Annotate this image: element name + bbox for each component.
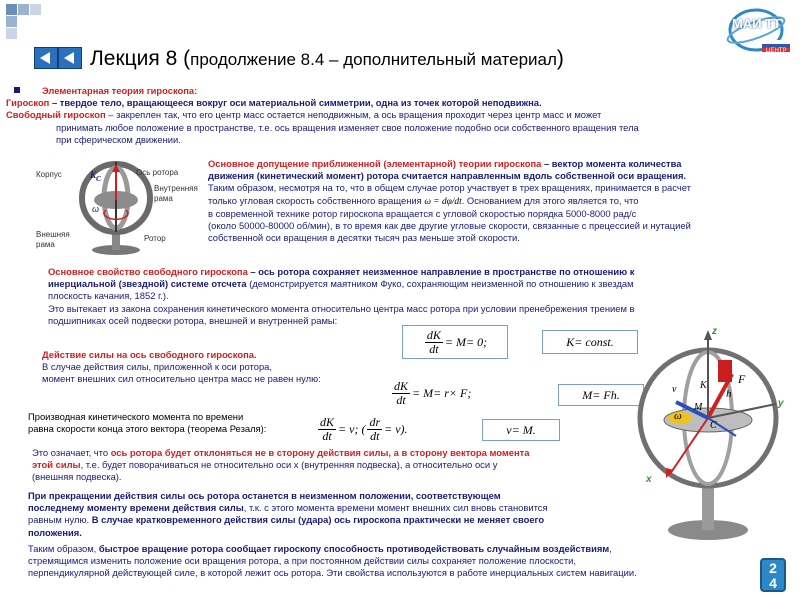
stop-l3b: В случае кратковременного действия силы (удара) ось гироскопа практически не меняет своего bbox=[91, 514, 545, 526]
label-korpus: Корпус bbox=[36, 170, 62, 179]
property-bold2: инерциальной (звездной) системе отсчета bbox=[48, 278, 247, 290]
assumption-red: Основное допущение приближенной (элементарной) теории гироскопа bbox=[208, 158, 542, 169]
def1-term: Гироскоп bbox=[6, 97, 50, 109]
property-bold1: ось ротора сохраняет неизменное направление в пространстве по отношению к bbox=[258, 266, 635, 277]
kc-label: K bbox=[700, 380, 707, 391]
assumption-dash: – bbox=[541, 158, 552, 169]
f3-mid: = r bbox=[433, 385, 449, 400]
label-rotor: Ротор bbox=[144, 234, 166, 243]
label-outer-1: Внешняя bbox=[36, 230, 70, 239]
f4-den: dt bbox=[322, 428, 332, 443]
conclusion-l1b: быстрое вращение ротора сообщает гироскопу способность противодействовать случайным воздействиям bbox=[98, 543, 610, 554]
property-dash: – bbox=[247, 266, 259, 277]
label-axis: Ось ротора bbox=[136, 168, 179, 177]
assumption-p2a: только угловая скорость собственного вращения bbox=[208, 194, 425, 206]
axis-x-label: x bbox=[646, 474, 652, 485]
title-end: ) bbox=[556, 47, 564, 70]
intro-heading-line bbox=[6, 85, 796, 97]
title-sub: продолжение 8.4 – дополнительный материал bbox=[190, 50, 557, 69]
assumption-p5: собственной оси вращения в десятки тысяч раз меньше этой скорости. bbox=[208, 232, 520, 244]
label-outer-2: рама bbox=[36, 240, 55, 249]
assumption-p2b: . Основанием для этого является то, что bbox=[461, 194, 639, 206]
logo-text: МАИ ТТ bbox=[732, 16, 782, 31]
def1-text: – твердое тело, вращающееся вокруг оси материальной симметрии, одна из точек которой неподвижна. bbox=[49, 97, 542, 109]
f1-rhs: = M bbox=[444, 334, 466, 349]
formula-conservation bbox=[402, 325, 508, 359]
def2-cont1: принимать любое положение в пространстве, т.е. ось вращения изменяет свое положение подобно оси собственного вращения тела bbox=[56, 121, 639, 133]
assumption-p4: (около 50000-80000 об/мин), в то время как две другие угловые скорости, связанные с прецессией и нутацией bbox=[208, 220, 691, 232]
force-l2: момент внешних сил относительно центра масс не равен нулю: bbox=[42, 373, 321, 385]
force-f-label: F bbox=[738, 372, 746, 386]
force-block bbox=[42, 349, 382, 386]
assumption-bold1: вектор момента количества bbox=[551, 158, 682, 169]
f1-num: dK bbox=[426, 327, 441, 342]
f3-rhs: = M bbox=[412, 385, 434, 400]
intro-heading: Элементарная теория гироскопа: bbox=[42, 85, 198, 96]
formula-rezal bbox=[316, 414, 478, 444]
deviation-l2b: , т.е. будет поворачиваться не относительно оси x (внутренняя подвеска), а относительно оси y bbox=[80, 459, 498, 471]
f4-mid: ; ( bbox=[354, 421, 366, 436]
conclusion-l1a: Таким образом, bbox=[28, 543, 99, 554]
page-number: 24 bbox=[769, 560, 777, 591]
deviation-block bbox=[32, 447, 632, 484]
formula-velocity bbox=[482, 419, 560, 441]
page-title bbox=[90, 47, 564, 71]
deviation-l1b: ось ротора будет отклоняться не в сторону действия силы, а в сторону вектора момента bbox=[110, 447, 530, 458]
f1-den: dt bbox=[429, 341, 439, 356]
stop-l1: При прекращении действия силы ось ротора останется в неизменном положении, соответствующем bbox=[28, 490, 501, 501]
stop-l4: положения. bbox=[28, 526, 82, 538]
f1-eq: = 0; bbox=[466, 334, 488, 349]
conclusion-block bbox=[28, 543, 758, 580]
force-heading: Действие силы на ось свободного гироскопа. bbox=[42, 349, 257, 360]
conclusion-l2: стремящимся изменить положение оси вращения ротора, а при постоянном действии силы сохраняет положение плоскости, bbox=[28, 555, 576, 567]
axis-z-label: z bbox=[712, 326, 717, 337]
f4-box: v bbox=[506, 422, 512, 437]
f4-box-rhs: = M bbox=[511, 422, 533, 437]
property-p4: Это вытекает из закона сохранения кинетического момента относительно центра масс ротора при условии пренебрежения трением в bbox=[48, 302, 635, 314]
deviation-l2 bbox=[32, 459, 632, 471]
logo-subtext: ЦЕНТР bbox=[766, 48, 787, 54]
stop-l2b: , т.к. с этого момента времени момент внешних сил вновь становится bbox=[243, 502, 548, 514]
assumption-bold2: движения (кинетический момент) ротора считается направленным вдоль собственной оси вращения. bbox=[208, 170, 687, 182]
kc-letter: K bbox=[90, 170, 97, 180]
university-logo bbox=[718, 6, 794, 58]
f4-eq2: = v). bbox=[384, 421, 408, 436]
f2-rhs: = const. bbox=[574, 334, 614, 349]
f2-k: K bbox=[566, 334, 575, 349]
property-line1 bbox=[48, 266, 796, 278]
deviation-l1a: Это означает, что bbox=[32, 447, 111, 458]
omega-label: ω bbox=[674, 410, 682, 422]
assumption-p1: Таким образом, несмотря на то, что в общем случае ротор участвует в трех вращениях, принимается в расчет bbox=[208, 182, 691, 194]
stop-l2 bbox=[28, 502, 648, 514]
axis-y-label: y bbox=[778, 398, 784, 409]
assumption-line1 bbox=[208, 158, 798, 170]
def2-text: – закреплен так, что его центр масс остается неподвижным, а ось вращения проходит через центр масс и может bbox=[105, 109, 602, 121]
label-kc bbox=[90, 170, 101, 183]
f4-eq: = v bbox=[338, 421, 355, 436]
nav-prev-button[interactable] bbox=[58, 47, 82, 69]
stop-l3a: равным нулю. bbox=[28, 514, 92, 526]
formula-moment bbox=[390, 378, 540, 408]
def-gyroscope bbox=[6, 97, 796, 109]
force-l1: В случае действия силы, приложенной к оси ротора, bbox=[42, 361, 272, 373]
f4-box-end: . bbox=[532, 422, 536, 437]
omega-formula: ω = dφ/dt bbox=[424, 196, 462, 207]
nav-back-button[interactable] bbox=[34, 47, 58, 69]
lever-h-label: h bbox=[726, 388, 732, 400]
def2-term: Свободный гироскоп bbox=[6, 109, 106, 121]
stop-l2a: последнему моменту времени действия силы bbox=[28, 502, 244, 514]
deviation-l1 bbox=[32, 447, 632, 459]
label-omega: ω bbox=[92, 204, 100, 215]
property-normal3: плоскость качания, 1852 г.). bbox=[48, 290, 169, 302]
kc-sub: C bbox=[96, 173, 102, 183]
def-free-gyroscope bbox=[6, 109, 796, 121]
def2-cont2: при сферическом движении. bbox=[56, 133, 181, 145]
conclusion-l1c: , bbox=[609, 543, 612, 554]
gyroscope-force-diagram bbox=[636, 318, 796, 548]
f4-num2: dr bbox=[369, 414, 381, 429]
rezal-l1: Производная кинетического момента по времени bbox=[28, 411, 244, 422]
property-red: Основное свойство свободного гироскопа bbox=[48, 266, 248, 277]
assumption-block bbox=[208, 158, 798, 244]
property-line2 bbox=[48, 278, 796, 290]
deviation-l2a: этой силы bbox=[32, 459, 81, 471]
page-number-badge bbox=[760, 558, 786, 592]
bullet-icon bbox=[14, 87, 20, 93]
f4-num: dK bbox=[320, 414, 335, 429]
formula-moment-fh bbox=[558, 384, 644, 406]
stop-l3 bbox=[28, 514, 648, 526]
property-p5: подшипниках осей подвески ротора, внешней и внутренней рамы: bbox=[48, 314, 338, 326]
f3-num: dK bbox=[394, 378, 409, 393]
f3-end: × F; bbox=[448, 385, 472, 400]
formula-const bbox=[542, 330, 638, 354]
f3-box-rhs: = Fh. bbox=[592, 387, 620, 402]
intro-block bbox=[6, 85, 796, 146]
property-normal2: (демонстрируется маятником Фуко, сохраняющим неизменной по отношению к звездам bbox=[246, 278, 634, 290]
assumption-p2 bbox=[208, 195, 798, 208]
stop-block bbox=[28, 490, 648, 539]
vk-label: v bbox=[672, 384, 677, 395]
conclusion-l3: перпендикулярной действующей силе, в которой лежит ось ротора. Эти свойства используются в работе инерциальных систем навигации. bbox=[28, 567, 637, 579]
f4-den2: dt bbox=[370, 428, 380, 443]
rezal-l2: равна скорости конца этого вектора (теорема Резаля): bbox=[28, 423, 267, 435]
assumption-p3: в современной технике ротор гироскопа вращается с угловой скоростью порядка 5000-8000 рад/с bbox=[208, 207, 637, 219]
label-inner-2: рама bbox=[154, 194, 173, 203]
rezal-block bbox=[28, 411, 328, 435]
f3-box: M bbox=[582, 387, 593, 402]
center-c-label: C bbox=[710, 420, 717, 431]
gyroscope-diagram bbox=[36, 158, 206, 258]
f3-den: dt bbox=[396, 392, 406, 407]
mc-label: M bbox=[694, 402, 703, 413]
label-inner-1: Внутренняя bbox=[154, 184, 198, 193]
title-main: Лекция 8 ( bbox=[90, 47, 191, 70]
deviation-l3: (внешняя подвеска). bbox=[32, 471, 122, 483]
